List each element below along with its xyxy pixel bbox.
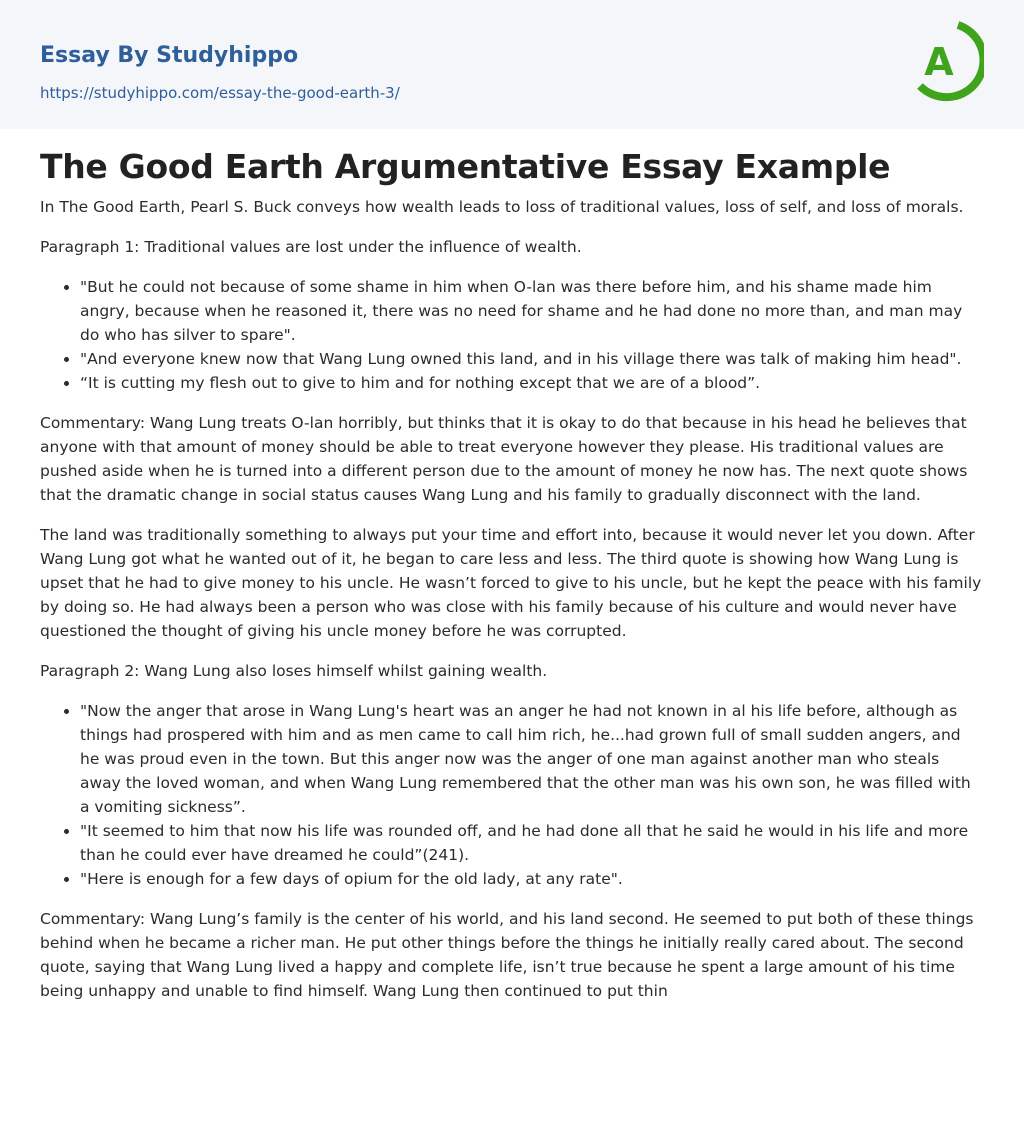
essay-intro: In The Good Earth, Pearl S. Buck conveys how wealth leads to loss of traditional values, loss of self, and loss of morals.: [40, 198, 964, 216]
quote-item: • "And everyone knew now that Wang Lung owned this land, and in his village there was talk of making him head".: [80, 347, 984, 371]
quote-item: • "But he could not because of some shame in him when O-lan was there before him, and his shame made him angry, because when he reasoned it, there was no need for shame and he had done no more than, and man may do who has silver to spare".: [80, 275, 984, 347]
paragraph-1-quotes: [40, 275, 984, 395]
body-paragraph: The land was traditionally something to always put your time and effort into, because it would never let you down. After Wang Lung got what he wanted out of it, he began to care less and less. The third quote is showing how Wang Lung is upset that he had to give money to his uncle. He wasn’t forced to give to his uncle, but he kept the peace with his family by doing so. He had always been a person who was close with his family because of his culture and would never have questioned the thought of giving his uncle money before he was corrupted.: [40, 526, 982, 640]
quote-item: • “It is cutting my flesh out to give to him and for nothing except that we are of a blood”.: [80, 371, 984, 395]
studyhippo-logo-icon[interactable]: [914, 20, 984, 104]
essay-content: [0, 129, 1024, 1003]
essay-url-link[interactable]: https://studyhippo.com/essay-the-good-earth-3/: [40, 84, 400, 102]
commentary-1: Commentary: Wang Lung treats O-lan horribly, but thinks that it is okay to do that because in his head he believes that anyone with that amount of money should be able to treat everyone however they please. His traditional values are pushed aside when he is turned into a different person due to the amount of money he now has. The next quote shows that the dramatic change in social status causes Wang Lung and his family to gradually disconnect with the land.: [40, 414, 968, 504]
paragraph-1-heading: Paragraph 1: Traditional values are lost under the influence of wealth.: [40, 238, 582, 256]
paragraph-2-heading: Paragraph 2: Wang Lung also loses himself whilst gaining wealth.: [40, 662, 548, 680]
logo-letter: A: [924, 40, 954, 84]
quote-item: • "It seemed to him that now his life was rounded off, and he had done all that he said he would in his life and more than he could ever have dreamed he could”(241).: [80, 819, 984, 867]
site-brand[interactable]: Essay By Studyhippo: [40, 43, 299, 68]
paragraph-2-quotes: [40, 699, 984, 891]
commentary-2: Commentary: Wang Lung’s family is the center of his world, and his land second. He seemed to put both of these things behind when he became a richer man. He put other things before the things he initially really cared about. The second quote, saying that Wang Lung lived a happy and complete life, isn’t true because he spent a large amount of his time being unhappy and unable to find himself. Wang Lung then continued to put thin: [40, 910, 974, 1000]
quote-item: • "Here is enough for a few days of opium for the old lady, at any rate".: [80, 867, 984, 891]
essay-title: The Good Earth Argumentative Essay Example: [40, 147, 891, 186]
quote-item: • "Now the anger that arose in Wang Lung's heart was an anger he had not known in al his life before, although as things had prospered with him and as men came to call him rich, he...had grown full of small sudden angers, and he was proud even in the town. But this anger now was the anger of one man against another man who steals away the loved woman, and when Wang Lung remembered that the other man was his own son, he was filled with a vomiting sickness”.: [80, 699, 984, 819]
site-header: [0, 0, 1024, 129]
